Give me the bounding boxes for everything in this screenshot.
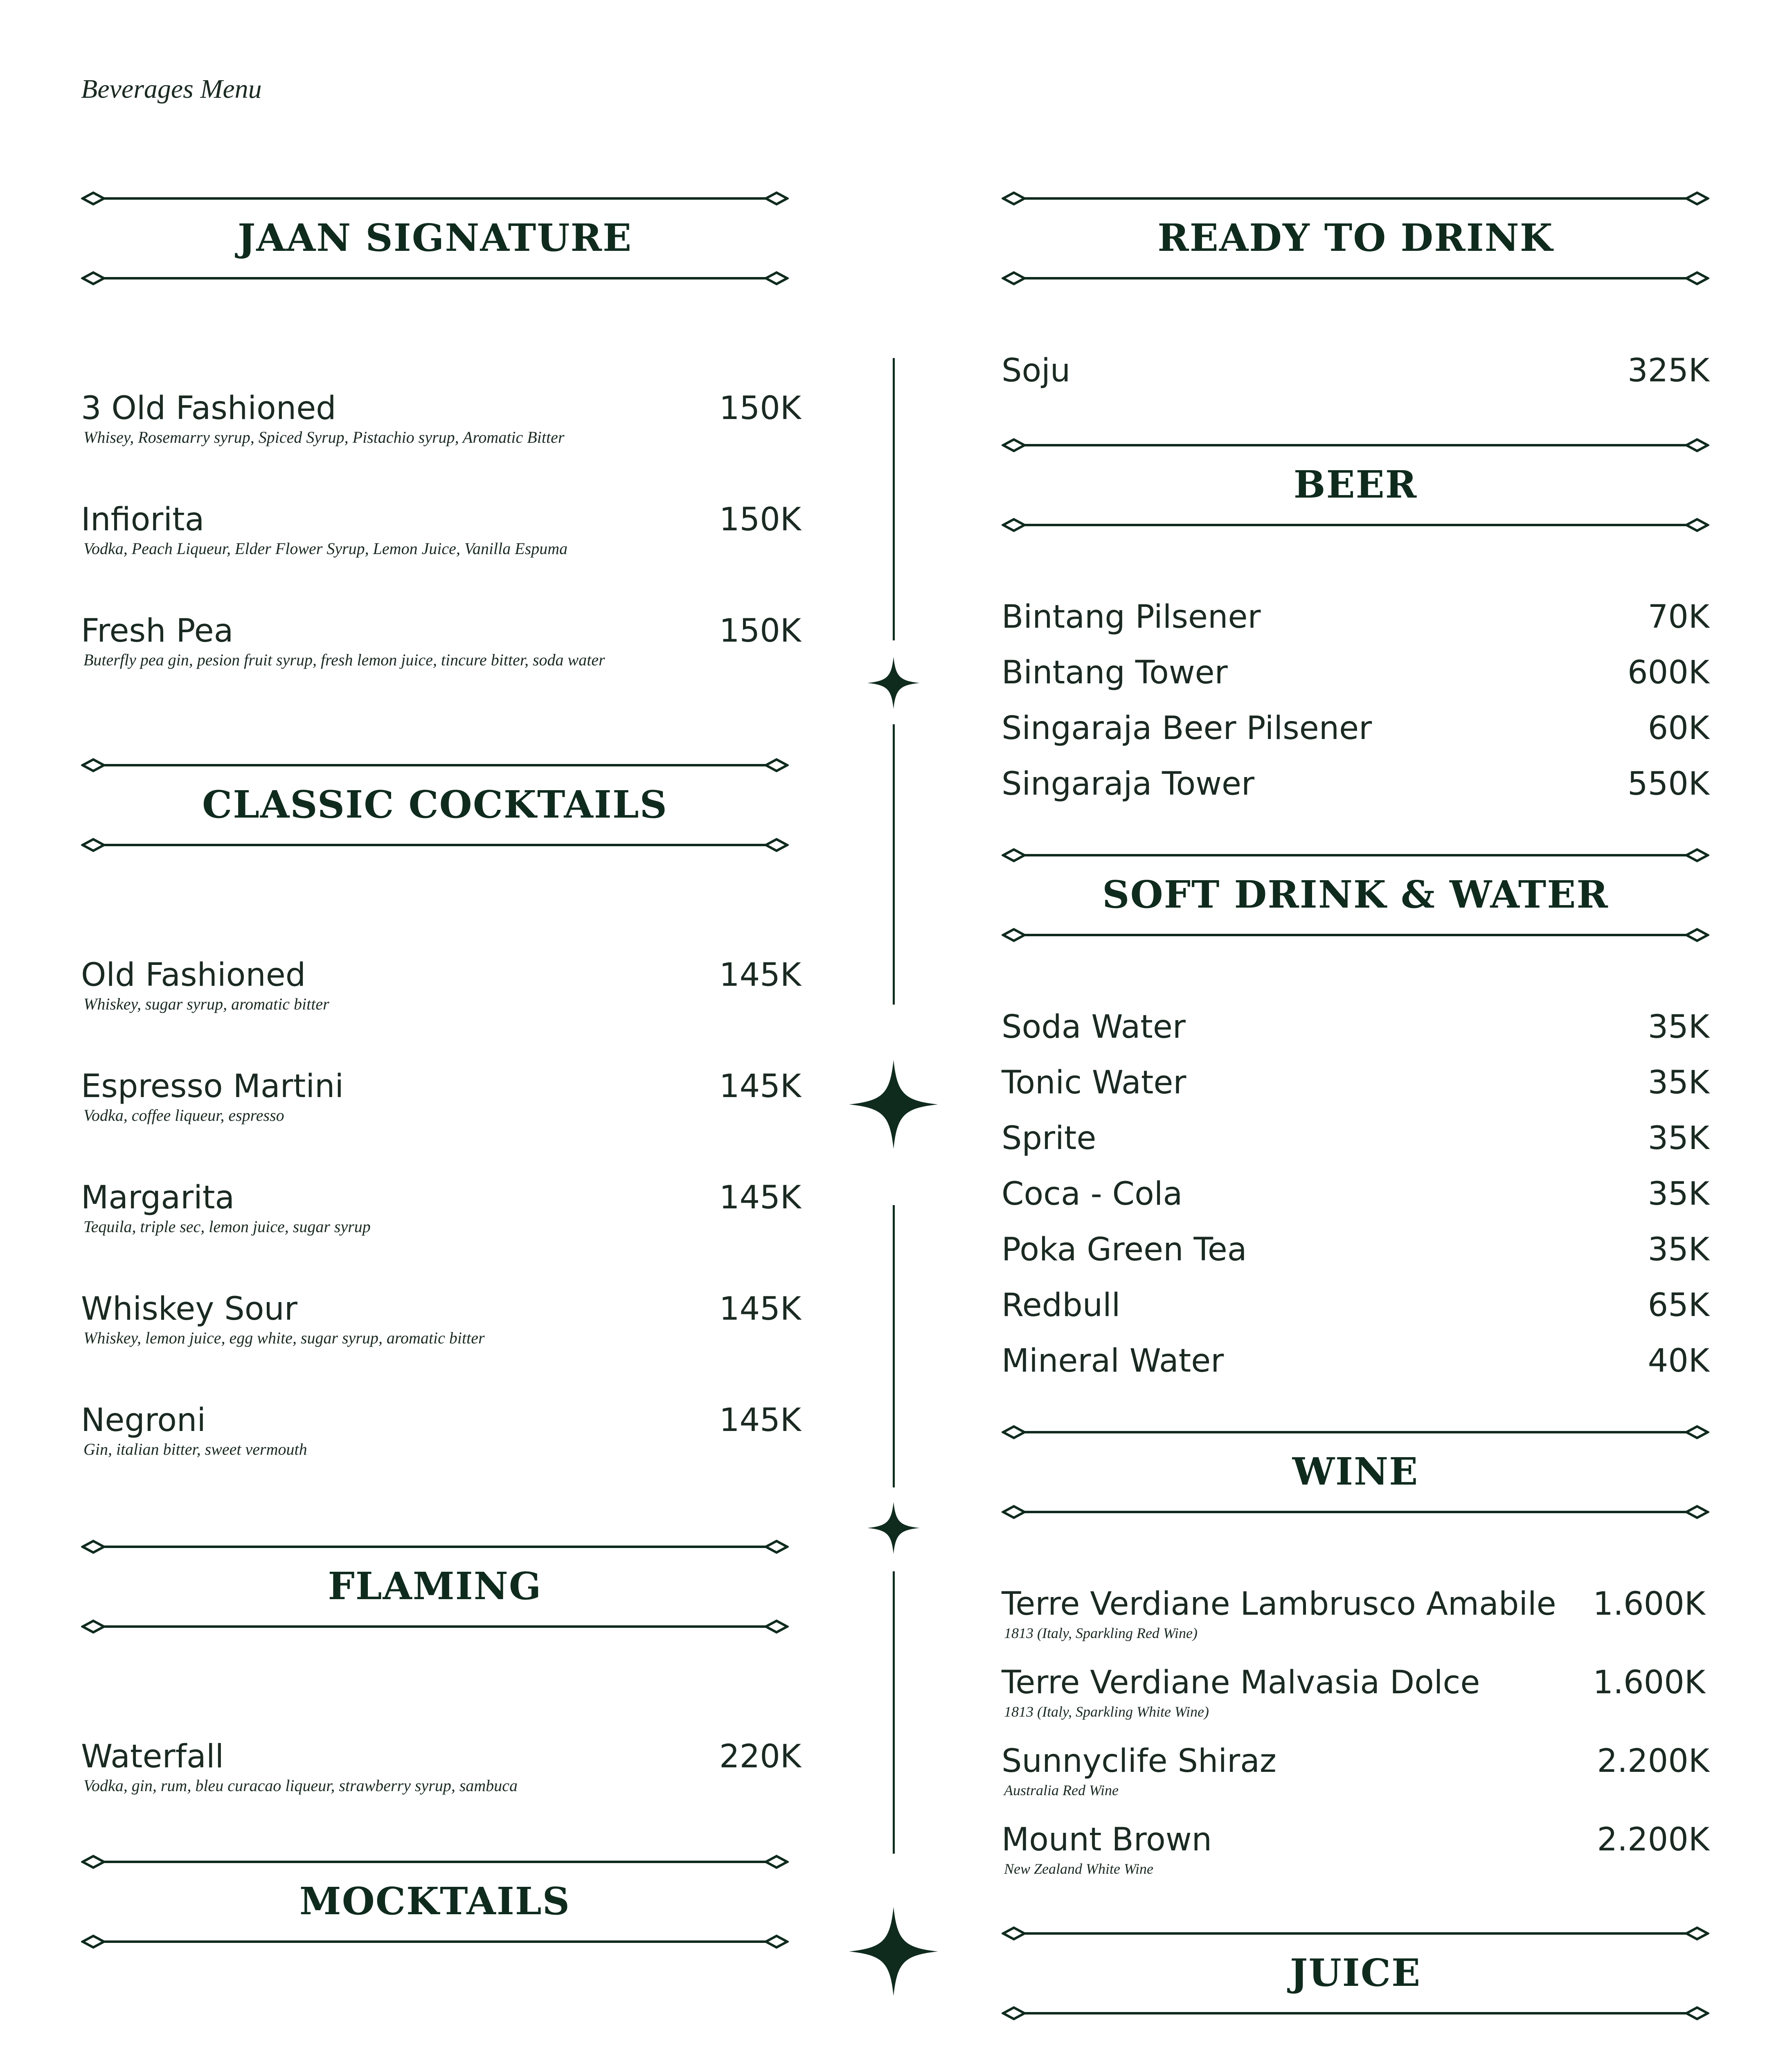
menu-item (1002, 351, 1709, 390)
section-wine (1002, 1424, 1709, 1516)
menu-item (1002, 1663, 1709, 1721)
item-description: Whiskey, lemon juice, egg white, sugar syrup, aromatic bitter (83, 1329, 485, 1347)
item-price: 35K (1648, 1064, 1709, 1101)
ornament-rule (81, 1539, 789, 1555)
menu-item: Negroni Gin, italian bitter, sweet vermouth 145K (81, 1401, 793, 1459)
ornament-rule (1002, 1925, 1709, 1942)
sparkle-icon (849, 1060, 938, 1149)
sparkle-icon (867, 657, 920, 709)
divider-line (893, 724, 895, 1005)
menu-item (1002, 1742, 1709, 1800)
ornament-rule (81, 1933, 789, 1950)
menu-item (1002, 1007, 1709, 1047)
item-name: Waterfall (81, 1738, 224, 1775)
ornament-rule (81, 1854, 789, 1870)
section-flaming (81, 1539, 789, 1631)
item-price: 550K (1627, 766, 1709, 802)
section-heading: READY TO DRINK (1157, 216, 1553, 260)
item-description: 1813 (Italy, Sparkling Red Wine) (1004, 1625, 1198, 1641)
ornament-rule (1002, 847, 1709, 863)
ornament-rule (81, 757, 789, 773)
item-name: Bintang Pilsener (1002, 599, 1261, 635)
item-name: Negroni (81, 1402, 206, 1439)
item-name: Whiskey Sour (81, 1291, 297, 1327)
item-name: 3 Old Fashioned (81, 390, 336, 427)
menu-title: Beverages Menu (81, 74, 262, 104)
menu-item: Waterfall Vodka, gin, rum, bleu curacao liqueur, strawberry syrup, sambuca 220K (81, 1737, 793, 1795)
section-ready-to-drink (1002, 190, 1709, 282)
item-name: Terre Verdiane Malvasia Dolce (1002, 1664, 1480, 1701)
menu-item (1002, 1341, 1709, 1381)
section-jaan-signature (81, 190, 789, 282)
section-mocktails (81, 1854, 789, 1946)
ornament-rule (1002, 437, 1709, 453)
item-name: Sprite (1002, 1120, 1096, 1157)
item-name: Soju (1002, 352, 1071, 389)
ornament-rule (1002, 1504, 1709, 1520)
ornament-rule (1002, 517, 1709, 533)
item-price: 35K (1648, 1176, 1709, 1212)
section-heading: WINE (1292, 1449, 1419, 1494)
item-description: New Zealand White Wine (1004, 1861, 1153, 1877)
ornament-rule (1002, 270, 1709, 286)
item-name: Singaraja Tower (1002, 766, 1255, 802)
menu-item (1002, 1820, 1709, 1878)
item-name: Mineral Water (1002, 1343, 1224, 1379)
section-heading: SOFT DRINK & WATER (1102, 872, 1609, 917)
item-price: 60K (1648, 710, 1709, 747)
item-name: Old Fashioned (81, 957, 306, 994)
item-description: Tequila, triple sec, lemon juice, sugar syrup (83, 1217, 371, 1236)
item-name: Poka Green Tea (1002, 1231, 1247, 1268)
menu-item (1002, 764, 1709, 804)
section-classic-cocktails (81, 757, 789, 849)
section-heading: CLASSIC COCKTAILS (202, 782, 668, 827)
menu-item (1002, 653, 1709, 692)
item-name: Redbull (1002, 1287, 1121, 1324)
menu-item: 3 Old Fashioned Whisey, Rosemarry syrup, Spiced Syrup, Pistachio syrup, Aromatic Bitter 150K (81, 389, 793, 447)
item-description: 1813 (Italy, Sparkling White Wine) (1004, 1703, 1209, 1720)
item-name: Margarita (81, 1179, 235, 1216)
item-name: Terre Verdiane Lambrusco Amabile (1002, 1586, 1556, 1622)
ornament-rule (1002, 190, 1709, 207)
ornament-rule (1002, 1424, 1709, 1440)
item-name: Sunnyclife Shiraz (1002, 1743, 1276, 1780)
divider-line (893, 1205, 895, 1487)
item-name: Fresh Pea (81, 613, 234, 649)
item-price: 1.600K (1593, 1586, 1705, 1622)
item-description: Buterfly pea gin, pesion fruit syrup, fresh lemon juice, tincure bitter, soda water (83, 651, 605, 669)
section-beer (1002, 437, 1709, 529)
item-name: Coca - Cola (1002, 1176, 1183, 1212)
menu-item: Whiskey Sour Whiskey, lemon juice, egg white, sugar syrup, aromatic bitter 145K (81, 1289, 793, 1347)
menu-item: Margarita Tequila, triple sec, lemon juice, sugar syrup 145K (81, 1178, 793, 1236)
item-description: Vodka, coffee liqueur, espresso (83, 1106, 284, 1124)
menu-item (1002, 1230, 1709, 1269)
divider-line (893, 358, 895, 640)
item-price: 600K (1627, 654, 1709, 691)
item-price: 35K (1648, 1120, 1709, 1157)
item-name: Bintang Tower (1002, 654, 1228, 691)
ornament-rule (1002, 2005, 1709, 2021)
menu-item: Espresso Martini Vodka, coffee liqueur, espresso 145K (81, 1067, 793, 1125)
item-price: 1.600K (1593, 1664, 1705, 1701)
section-heading: FLAMING (328, 1564, 542, 1608)
item-name: Soda Water (1002, 1009, 1186, 1046)
menu-item (1002, 1063, 1709, 1102)
item-description: Gin, italian bitter, sweet vermouth (83, 1440, 307, 1458)
item-price: 325K (1627, 352, 1709, 389)
item-description: Vodka, Peach Liqueur, Elder Flower Syrup, Lemon Juice, Vanilla Espuma (83, 539, 568, 558)
item-name: Infiorita (81, 501, 205, 538)
ornament-rule (1002, 927, 1709, 943)
item-name: Singaraja Beer Pilsener (1002, 710, 1372, 747)
ornament-rule (81, 190, 789, 207)
menu-item: Old Fashioned Whiskey, sugar syrup, aromatic bitter 145K (81, 955, 793, 1014)
item-price: 65K (1648, 1287, 1709, 1324)
section-juice (1002, 1925, 1709, 2017)
menu-item (1002, 1174, 1709, 1214)
item-price: 35K (1648, 1009, 1709, 1046)
section-soft-drink-water (1002, 847, 1709, 939)
sparkle-icon (849, 1907, 938, 1996)
menu-item: Infiorita Vodka, Peach Liqueur, Elder Flower Syrup, Lemon Juice, Vanilla Espuma 150K (81, 500, 793, 558)
menu-item (1002, 597, 1709, 637)
item-price: 70K (1648, 599, 1709, 635)
item-price: 40K (1648, 1343, 1709, 1379)
item-description: Australia Red Wine (1004, 1782, 1119, 1798)
item-name: Mount Brown (1002, 1821, 1212, 1858)
menu-item: Fresh Pea Buterfly pea gin, pesion fruit syrup, fresh lemon juice, tincure bitter, soda water 150K (81, 611, 793, 669)
ornament-rule (81, 837, 789, 853)
menu-item (1002, 1119, 1709, 1158)
item-description: Whiskey, sugar syrup, aromatic bitter (83, 995, 329, 1013)
item-description: Whisey, Rosemarry syrup, Spiced Syrup, Pistachio syrup, Aromatic Bitter (83, 428, 565, 446)
section-heading: JUICE (1290, 1951, 1421, 1995)
section-heading: JAAN SIGNATURE (237, 216, 633, 260)
divider-line (893, 1571, 895, 1854)
section-heading: BEER (1293, 462, 1418, 507)
item-name: Tonic Water (1002, 1064, 1186, 1101)
menu-item (1002, 1584, 1709, 1643)
item-name: Espresso Martini (81, 1068, 344, 1105)
item-description: Vodka, gin, rum, bleu curacao liqueur, strawberry syrup, sambuca (83, 1776, 518, 1795)
menu-item (1002, 1286, 1709, 1325)
ornament-rule (81, 1618, 789, 1635)
item-price: 35K (1648, 1231, 1709, 1268)
ornament-rule (81, 270, 789, 286)
sparkle-icon (867, 1502, 920, 1554)
section-heading: MOCKTAILS (299, 1879, 571, 1923)
item-price: 2.200K (1597, 1821, 1709, 1858)
item-price: 2.200K (1597, 1743, 1709, 1780)
menu-item (1002, 709, 1709, 748)
